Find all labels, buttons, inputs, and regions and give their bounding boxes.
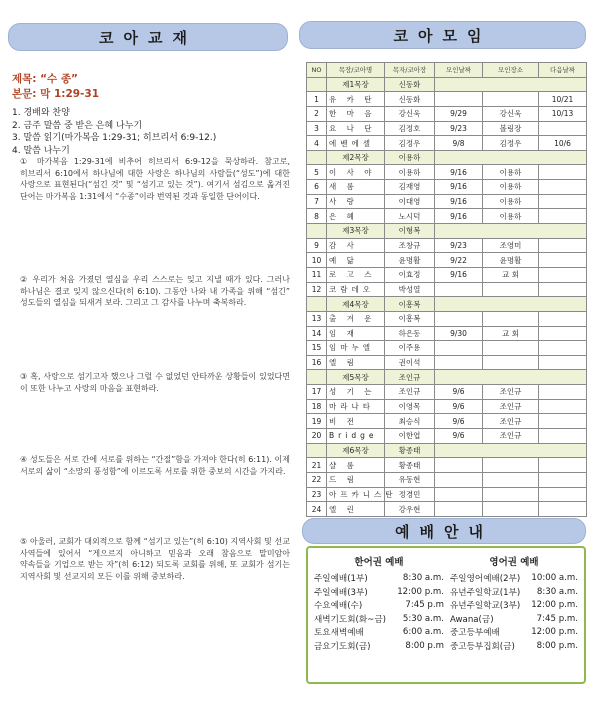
cell-group-name: 임 재 <box>327 326 385 341</box>
cell-place <box>483 458 539 473</box>
cell-leader: 강우현 <box>385 502 435 517</box>
cell-date: 9/16 <box>435 267 483 282</box>
groups-header: 코아모임 <box>299 21 586 49</box>
table-row <box>307 502 587 517</box>
group-label: 제5목장 <box>327 370 385 385</box>
discussion-question-2: ② 우리가 처음 가졌던 열심을 우리 스스로는 잊고 지낼 때가 있다. 그러나 하나님은 결코 잊지 않으신다(히 6:10). 그동안 나와 내 가족을 위해 “섬긴” 성도들의 열심을 되새겨 보라. 그리고 그 감사를 나누며 축복하라. <box>20 275 290 307</box>
cell-place: 이용하 <box>483 194 539 209</box>
table-row <box>307 355 587 370</box>
cell-leader: 이대영 <box>385 194 435 209</box>
worship-item <box>314 572 444 586</box>
cell-leader: 이용하 <box>385 165 435 180</box>
groups-table <box>306 62 586 517</box>
group-spacer <box>307 77 327 92</box>
cell-leader: 황종태 <box>385 458 435 473</box>
cell-next-date <box>539 311 587 326</box>
cell-no: 14 <box>307 326 327 341</box>
lesson-order-list <box>12 107 216 157</box>
cell-place <box>483 92 539 107</box>
cell-no: 12 <box>307 282 327 297</box>
group-spacer <box>307 370 327 385</box>
cell-place: 조영미 <box>483 238 539 253</box>
cell-place <box>483 355 539 370</box>
cell-place: 이용하 <box>483 180 539 195</box>
col-header: 목자/코아장 <box>385 63 435 78</box>
cell-no: 8 <box>307 209 327 224</box>
worship-item <box>450 613 578 627</box>
worship-item-time: 12:00 p.m. <box>531 600 578 611</box>
cell-no: 5 <box>307 165 327 180</box>
cell-group-name: 감 사 <box>327 238 385 253</box>
worship-item-name: 중고등부예배 <box>450 628 500 639</box>
cell-next-date <box>539 194 587 209</box>
cell-leader: 이영목 <box>385 399 435 414</box>
cell-place: 강신욱 <box>483 106 539 121</box>
cell-leader: 유동현 <box>385 472 435 487</box>
col-header: 모인장소 <box>483 63 539 78</box>
cell-group-name: 유 카 탄 <box>327 92 385 107</box>
cell-group-name: 코람데오 <box>327 282 385 297</box>
cell-next-date <box>539 487 587 502</box>
col-header: 다음날짜 <box>539 63 587 78</box>
cell-date <box>435 502 483 517</box>
cell-no: 16 <box>307 355 327 370</box>
worship-item-name: 금요기도회(금) <box>314 641 371 652</box>
worship-item-time: 12:00 p.m. <box>397 586 444 597</box>
group-header-row <box>307 370 587 385</box>
cell-group-name: 비 전 <box>327 414 385 429</box>
cell-no: 15 <box>307 341 327 356</box>
table-row <box>307 253 587 268</box>
cell-no: 2 <box>307 106 327 121</box>
korean-worship-title: 한어권 예배 <box>354 557 404 568</box>
worship-item-time: 7:45 p.m. <box>536 613 578 624</box>
cell-no: 19 <box>307 414 327 429</box>
cell-next-date <box>539 429 587 444</box>
worship-item <box>450 586 578 600</box>
cell-group-name: 샬 롬 <box>327 458 385 473</box>
col-header: NO <box>307 63 327 78</box>
cell-leader: 하은동 <box>385 326 435 341</box>
cell-date: 9/16 <box>435 180 483 195</box>
cell-next-date: 10/21 <box>539 92 587 107</box>
worship-item <box>314 586 444 600</box>
cell-place <box>483 487 539 502</box>
group-header-row <box>307 224 587 239</box>
cell-date <box>435 92 483 107</box>
cell-group-name: 엘 림 <box>327 355 385 370</box>
cell-next-date <box>539 399 587 414</box>
worship-item-name: 새벽기도회(화~금) <box>314 614 387 625</box>
group-spacer <box>435 370 587 385</box>
group-leader: 이형복 <box>385 224 435 239</box>
worship-item <box>450 599 578 613</box>
cell-no: 7 <box>307 194 327 209</box>
cell-place <box>483 341 539 356</box>
english-worship-column <box>450 554 578 653</box>
cell-place: 조인규 <box>483 399 539 414</box>
cell-leader: 신동화 <box>385 92 435 107</box>
cell-place <box>483 311 539 326</box>
cell-date <box>435 472 483 487</box>
group-label: 제1목장 <box>327 77 385 92</box>
worship-item-name: 유년주일학교(3부) <box>450 601 521 612</box>
cell-group-name: 출 겨 운 <box>327 311 385 326</box>
cell-next-date <box>539 502 587 517</box>
worship-item <box>314 613 444 627</box>
worship-item-time: 10:00 a.m. <box>531 573 578 584</box>
group-spacer <box>435 77 587 92</box>
table-row <box>307 472 587 487</box>
cell-leader: 김재영 <box>385 180 435 195</box>
cell-leader: 이주용 <box>385 341 435 356</box>
cell-next-date: 10/13 <box>539 106 587 121</box>
worship-item-name: 유년주일학교(1부) <box>450 587 521 598</box>
group-spacer <box>307 224 327 239</box>
worship-item <box>314 599 444 613</box>
cell-next-date <box>539 326 587 341</box>
worship-item-name: 주일예배(1부) <box>314 574 368 585</box>
order-item: 4. 말씀 나누기 <box>12 145 70 156</box>
cell-date <box>435 487 483 502</box>
cell-next-date <box>539 414 587 429</box>
cell-place: 조인규 <box>483 429 539 444</box>
cell-group-name: 마라나타 <box>327 399 385 414</box>
cell-date: 9/23 <box>435 121 483 136</box>
worship-item <box>314 626 444 640</box>
cell-next-date <box>539 121 587 136</box>
group-header-row <box>307 150 587 165</box>
cell-group-name: 한 마 음 <box>327 106 385 121</box>
order-item: 1. 경배와 찬양 <box>12 108 70 118</box>
discussion-question-5: ⑤ 아울러, 교회가 대외적으로 함께 “섬기고 있는”(히 6:10) 지역사회 및 선교 사역들에 있어서 “게으르지 아니하고 믿음과 오래 참음으로 말미암아 약속들을 기업으로 받는 자”(히 6:12) 되도록 교회를 위해, 또 교회가 섬기는 지역사회 및 선교지의 모든 이를 위해 중보하라. <box>20 537 290 581</box>
cell-leader: 강신욱 <box>385 106 435 121</box>
table-row <box>307 385 587 400</box>
cell-group-name: 요 나 단 <box>327 121 385 136</box>
cell-leader: 이흥복 <box>385 311 435 326</box>
cell-leader: 최승식 <box>385 414 435 429</box>
cell-next-date <box>539 238 587 253</box>
cell-group-name: 아프카니스탄 <box>327 487 385 502</box>
cell-group-name: 에벤에셀 <box>327 136 385 151</box>
lesson-scripture: 본문: 막 1:29-31 <box>12 88 100 100</box>
cell-next-date: 10/6 <box>539 136 587 151</box>
cell-place: 이용하 <box>483 165 539 180</box>
cell-date <box>435 355 483 370</box>
table-row <box>307 194 587 209</box>
cell-place: 조인규 <box>483 414 539 429</box>
cell-place: 교 회 <box>483 326 539 341</box>
cell-group-name: Bridge <box>327 429 385 444</box>
table-row <box>307 209 587 224</box>
cell-leader: 박성열 <box>385 282 435 297</box>
worship-item-name: 주일예배(3부) <box>314 587 368 598</box>
cell-place <box>483 282 539 297</box>
group-spacer <box>435 297 587 312</box>
table-row <box>307 399 587 414</box>
worship-item-time: 8:00 p.m <box>405 640 444 651</box>
cell-group-name: 예 닮 <box>327 253 385 268</box>
cell-leader: 윤명활 <box>385 253 435 268</box>
group-leader: 이흥복 <box>385 297 435 312</box>
cell-next-date <box>539 282 587 297</box>
cell-leader: 김정호 <box>385 121 435 136</box>
group-spacer <box>307 443 327 458</box>
group-leader: 이용하 <box>385 150 435 165</box>
cell-next-date <box>539 341 587 356</box>
order-item: 2. 금주 말씀 중 받은 은혜 나누기 <box>12 120 143 131</box>
worship-item-name: Awana(금) <box>450 614 494 625</box>
cell-next-date <box>539 253 587 268</box>
table-row <box>307 121 587 136</box>
cell-no: 18 <box>307 399 327 414</box>
table-row <box>307 106 587 121</box>
group-leader: 황종태 <box>385 443 435 458</box>
cell-no: 1 <box>307 92 327 107</box>
table-row <box>307 458 587 473</box>
cell-date: 9/8 <box>435 136 483 151</box>
cell-group-name: 사 랑 <box>327 194 385 209</box>
cell-leader: 조창규 <box>385 238 435 253</box>
table-row <box>307 136 587 151</box>
discussion-question-4: ④ 성도들은 서로 간에 서로를 위하는 “간절”함을 가져야 한다(히 6:11). 이제 서로의 삶이 “소망의 풍성함”에 이르도록 서로를 위한 중보의 시간을 가지라. <box>20 455 290 476</box>
table-row <box>307 92 587 107</box>
cell-no: 22 <box>307 472 327 487</box>
cell-date: 9/16 <box>435 194 483 209</box>
cell-place: 윤명활 <box>483 253 539 268</box>
worship-item <box>314 640 444 654</box>
group-spacer <box>307 297 327 312</box>
table-row <box>307 341 587 356</box>
group-header-row <box>307 77 587 92</box>
cell-no: 10 <box>307 253 327 268</box>
order-item: 3. 말씀 읽기(마가복음 1:29-31; 히브리서 6:9-12.) <box>12 133 217 143</box>
col-header: 모인날짜 <box>435 63 483 78</box>
cell-leader: 권이석 <box>385 355 435 370</box>
korean-worship-column <box>314 554 444 653</box>
group-leader: 조인규 <box>385 370 435 385</box>
discussion-question-3: ③ 혹, 사랑으로 섬기고자 했으나 그럴 수 없었던 안타까운 상황들이 있었다면 이 또한 나누고 사랑의 마음을 표현하라. <box>20 372 290 393</box>
cell-no: 21 <box>307 458 327 473</box>
cell-date <box>435 282 483 297</box>
table-header-row <box>307 63 587 78</box>
cell-no: 23 <box>307 487 327 502</box>
worship-item <box>450 572 578 586</box>
cell-group-name: 임마누엘 <box>327 341 385 356</box>
table-row <box>307 487 587 502</box>
group-leader: 신동화 <box>385 77 435 92</box>
worship-item-time: 8:30 a.m. <box>402 573 444 584</box>
cell-no: 20 <box>307 429 327 444</box>
worship-header: 예배안내 <box>302 518 586 544</box>
cell-leader: 이효정 <box>385 267 435 282</box>
discussion-question-1: ① 마가복음 1:29-31에 비추어 히브리서 6:9-12을 묵상하라. 참고로, 히브리서 6:10에서 하나님에 대한 사랑은 하나님의 사람들(“성도”)에 대한 사랑으로 표현된다(“섬긴 것” 및 “섬기고 있는 것”). 여기서 섬김으로 옮겨진 단어는 마가복음 1:31에서 “수종”이라 번역된 것과 동일한 단어이다. <box>20 157 290 201</box>
cell-no: 6 <box>307 180 327 195</box>
table-row <box>307 180 587 195</box>
cell-place: 교 회 <box>483 267 539 282</box>
cell-no: 9 <box>307 238 327 253</box>
cell-no: 13 <box>307 311 327 326</box>
group-label: 제4목장 <box>327 297 385 312</box>
cell-date: 9/16 <box>435 209 483 224</box>
group-spacer <box>435 224 587 239</box>
cell-group-name: 이 사 야 <box>327 165 385 180</box>
group-header-row <box>307 443 587 458</box>
group-header-row <box>307 297 587 312</box>
cell-place: 이용하 <box>483 209 539 224</box>
table-row <box>307 326 587 341</box>
group-label: 제2목장 <box>327 150 385 165</box>
cell-date: 9/6 <box>435 414 483 429</box>
worship-item-time: 7:45 p.m <box>405 600 444 611</box>
worship-item-time: 8:00 p.m. <box>536 640 578 651</box>
cell-place: 조인규 <box>483 385 539 400</box>
cell-no: 4 <box>307 136 327 151</box>
cell-date: 9/6 <box>435 429 483 444</box>
table-row <box>307 414 587 429</box>
cell-place <box>483 472 539 487</box>
cell-date: 9/16 <box>435 165 483 180</box>
worship-item-time: 6:00 a.m. <box>402 627 444 638</box>
col-header: 목장/코아명 <box>327 63 385 78</box>
cell-date: 9/6 <box>435 385 483 400</box>
english-worship-title: 영어권 예배 <box>489 557 539 568</box>
lesson-title: 제목: “수 종” <box>12 73 78 85</box>
group-label: 제6목장 <box>327 443 385 458</box>
cell-leader: 김정우 <box>385 136 435 151</box>
cell-group-name: 엘 린 <box>327 502 385 517</box>
cell-date: 9/6 <box>435 399 483 414</box>
cell-next-date <box>539 458 587 473</box>
cell-next-date <box>539 209 587 224</box>
cell-no: 11 <box>307 267 327 282</box>
cell-group-name: 은 혜 <box>327 209 385 224</box>
cell-next-date <box>539 180 587 195</box>
table-row <box>307 429 587 444</box>
cell-group-name: 성 기 는 <box>327 385 385 400</box>
worship-item-time: 5:30 a.m. <box>402 613 444 624</box>
group-spacer <box>307 150 327 165</box>
cell-no: 24 <box>307 502 327 517</box>
group-spacer <box>435 443 587 458</box>
worship-item-name: 수요예배(수) <box>314 601 363 612</box>
group-spacer <box>435 150 587 165</box>
cell-place: 김정우 <box>483 136 539 151</box>
cell-place <box>483 502 539 517</box>
cell-leader: 이한엽 <box>385 429 435 444</box>
cell-next-date <box>539 267 587 282</box>
cell-group-name: 로 고 스 <box>327 267 385 282</box>
worship-item-time: 12:00 p.m. <box>531 627 578 638</box>
cell-date: 9/22 <box>435 253 483 268</box>
worship-item <box>450 640 578 654</box>
worship-item-name: 토요새벽예배 <box>314 628 364 639</box>
table-row <box>307 311 587 326</box>
cell-place: 볼링장 <box>483 121 539 136</box>
worship-item-name: 주일영어예배(2부) <box>450 574 521 585</box>
lesson-header: 코아교재 <box>8 23 288 51</box>
worship-item-time: 8:30 a.m. <box>536 586 578 597</box>
worship-item <box>450 626 578 640</box>
cell-date <box>435 311 483 326</box>
cell-leader: 정경민 <box>385 487 435 502</box>
cell-no: 3 <box>307 121 327 136</box>
cell-leader: 조인규 <box>385 385 435 400</box>
cell-date <box>435 341 483 356</box>
cell-next-date <box>539 385 587 400</box>
worship-item-name: 중고등부집회(금) <box>450 641 515 652</box>
cell-next-date <box>539 355 587 370</box>
table-row <box>307 238 587 253</box>
worship-schedule <box>306 546 586 684</box>
cell-next-date <box>539 165 587 180</box>
table-row <box>307 267 587 282</box>
cell-date <box>435 458 483 473</box>
cell-date: 9/30 <box>435 326 483 341</box>
cell-group-name: 새 롬 <box>327 180 385 195</box>
cell-date: 9/23 <box>435 238 483 253</box>
cell-leader: 노시덕 <box>385 209 435 224</box>
cell-no: 17 <box>307 385 327 400</box>
table-row <box>307 165 587 180</box>
group-label: 제3목장 <box>327 224 385 239</box>
table-row <box>307 282 587 297</box>
cell-group-name: 드 림 <box>327 472 385 487</box>
cell-date: 9/29 <box>435 106 483 121</box>
cell-next-date <box>539 472 587 487</box>
